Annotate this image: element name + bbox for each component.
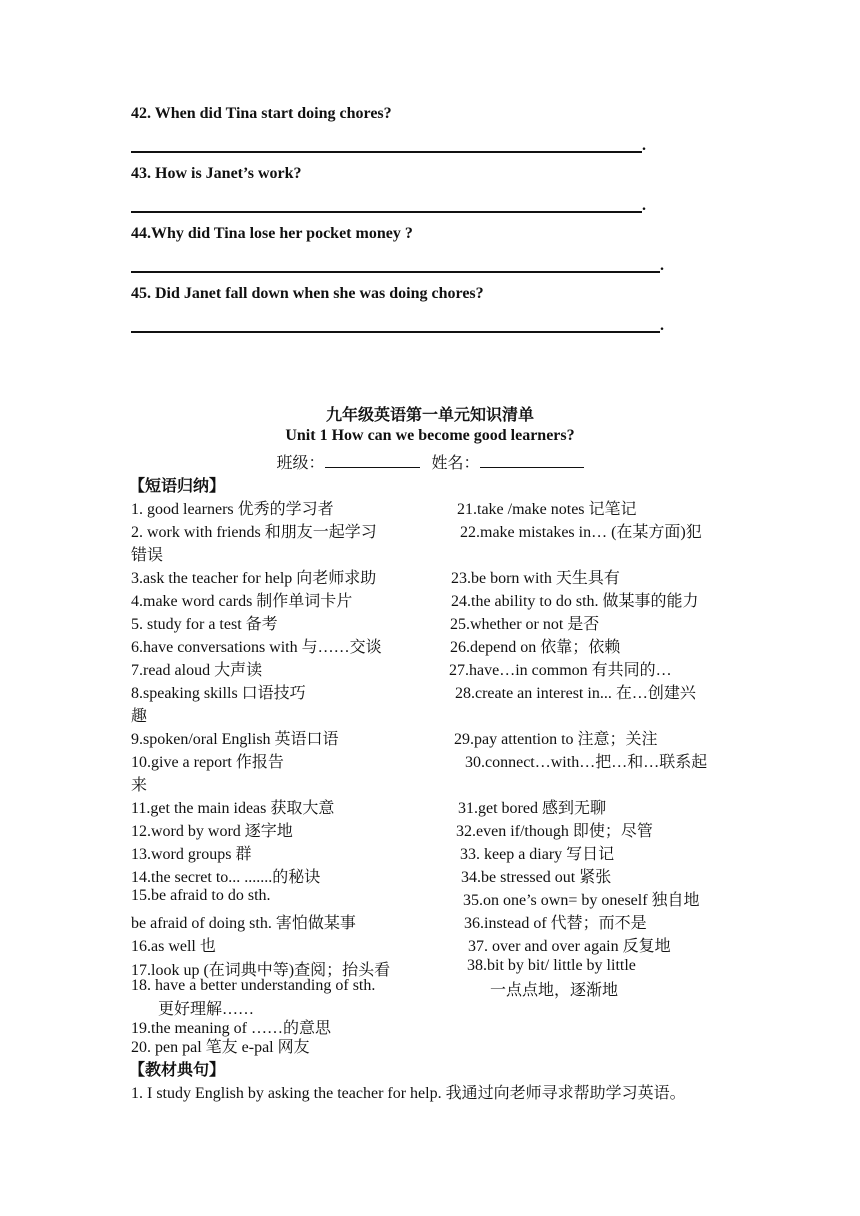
answer-end-42: . [642, 137, 646, 154]
phrase-item: 38.bit by bit/ little by little [467, 957, 636, 974]
phrase-item: 12.word by word 逐字地 [131, 823, 293, 840]
phrase-item: 26.depend on 依靠；依赖 [450, 639, 621, 656]
question-42: 42. When did Tina start doing chores? [131, 105, 392, 122]
phrase-item: 16.as well 也 [131, 938, 216, 955]
phrase-item: 13.word groups 群 [131, 846, 252, 863]
name-field[interactable] [480, 453, 584, 468]
phrase-item: 18. have a better understanding of sth. [131, 977, 376, 994]
question-43: 43. How is Janet’s work? [131, 165, 302, 182]
class-label: 班级： [276, 455, 325, 472]
unit-title: Unit 1 How can we become good learners? [285, 427, 575, 444]
phrase-item: 15.be afraid to do sth. [131, 887, 271, 904]
phrase-item: 20. pen pal 笔友 e-pal 网友 [131, 1039, 310, 1056]
answer-end-43: . [642, 197, 646, 214]
phrase-item: 21.take /make notes 记笔记 [457, 501, 637, 518]
class-field[interactable] [325, 453, 420, 468]
phrase-item: 29.pay attention to 注意；关注 [454, 731, 658, 748]
phrase-item: 27.have…in common 有共同的… [449, 662, 672, 679]
answer-line-45[interactable] [131, 331, 660, 333]
phrase-item-continued: be afraid of doing sth. 害怕做某事 [131, 915, 356, 932]
phrase-item: 24.the ability to do sth. 做某事的能力 [451, 593, 699, 610]
answer-line-44[interactable] [131, 271, 660, 273]
phrase-item: 2. work with friends 和朋友一起学习 [131, 524, 377, 541]
phrase-item: 33. keep a diary 写日记 [460, 846, 615, 863]
section-heading-phrases: 【短语归纳】 [129, 478, 226, 495]
question-45: 45. Did Janet fall down when she was doing chores? [131, 285, 484, 302]
phrase-item: 1. good learners 优秀的学习者 [131, 501, 334, 518]
phrase-item: 19.the meaning of ……的意思 [131, 1020, 331, 1037]
phrase-item: 35.on one’s own= by oneself 独自地 [463, 892, 700, 909]
phrase-item: 30.connect…with…把…和…联系起 [465, 754, 708, 771]
phrase-item-continued: 趣 [131, 708, 148, 725]
question-44: 44.Why did Tina lose her pocket money ? [131, 225, 413, 242]
phrase-item: 7.read aloud 大声读 [131, 662, 263, 679]
phrase-item: 10.give a report 作报告 [131, 754, 284, 771]
phrase-item: 22.make mistakes in… (在某方面)犯 [460, 524, 702, 541]
phrase-item: 23.be born with 天生具有 [451, 570, 620, 587]
phrase-item: 8.speaking skills 口语技巧 [131, 685, 306, 702]
phrase-item: 32.even if/though 即使；尽管 [456, 823, 653, 840]
phrase-item: 28.create an interest in... 在…创建兴 [455, 685, 696, 702]
document-title: 九年级英语第一单元知识清单 [325, 407, 534, 424]
phrase-item: 3.ask the teacher for help 向老师求助 [131, 570, 377, 587]
phrase-item: 36.instead of 代替；而不是 [464, 915, 647, 932]
name-label: 姓名： [431, 455, 480, 472]
phrase-item: 11.get the main ideas 获取大意 [131, 800, 335, 817]
answer-end-44: . [660, 257, 664, 274]
phrase-item: 25.whether or not 是否 [450, 616, 600, 633]
phrase-item: 31.get bored 感到无聊 [458, 800, 606, 817]
phrase-item-continued: 错误 [131, 547, 164, 564]
phrase-item: 34.be stressed out 紧张 [461, 869, 612, 886]
answer-line-43[interactable] [131, 211, 642, 213]
student-info-row [0, 450, 860, 473]
phrase-item: 37. over and over again 反复地 [468, 938, 671, 955]
phrase-item: 4.make word cards 制作单词卡片 [131, 593, 353, 610]
phrase-item-continued: 一点点地，逐渐地 [490, 982, 619, 999]
phrase-item: 17.look up (在词典中等)查阅；抬头看 [131, 962, 391, 979]
sentence-item: 1. I study English by asking the teacher for help. 我通过向老师寻求帮助学习英语。 [131, 1085, 686, 1102]
phrase-item-continued: 来 [131, 777, 148, 794]
phrase-item: 6.have conversations with 与……交谈 [131, 639, 382, 656]
phrase-item-continued: 更好理解…… [158, 1001, 255, 1018]
phrase-item: 9.spoken/oral English 英语口语 [131, 731, 339, 748]
section-heading-sentences: 【教材典句】 [129, 1062, 226, 1079]
phrase-item: 14.the secret to... .......的秘诀 [131, 869, 321, 886]
answer-line-42[interactable] [131, 151, 642, 153]
answer-end-45: . [660, 317, 664, 334]
phrase-item: 5. study for a test 备考 [131, 616, 278, 633]
